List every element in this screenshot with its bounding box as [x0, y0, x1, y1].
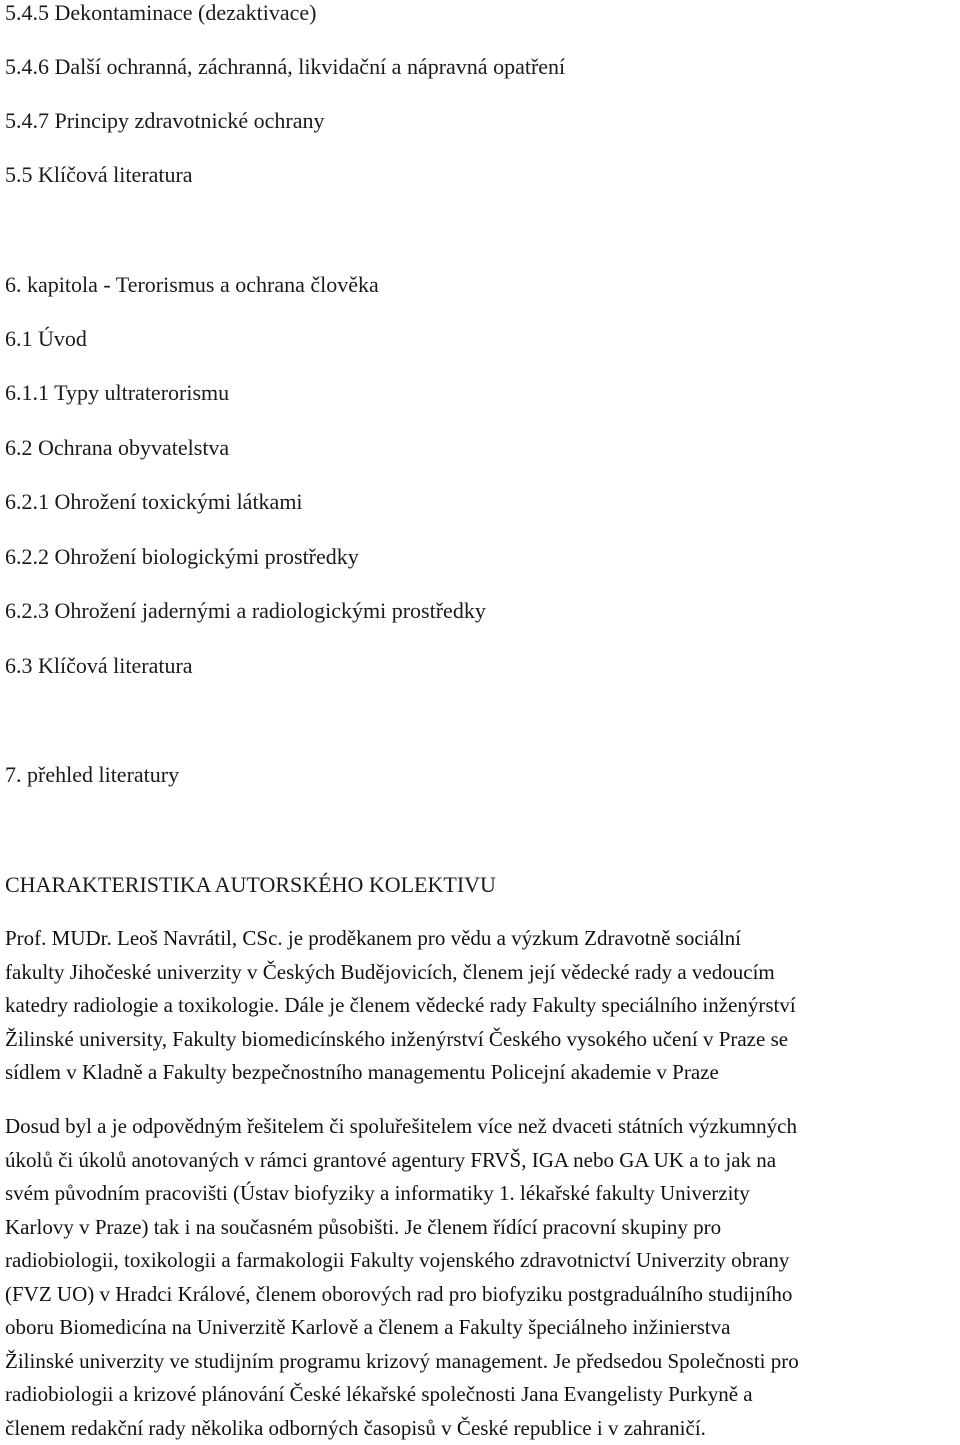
toc-item: 6.1 Úvod: [5, 326, 87, 352]
paragraph-line: Karlovy v Praze) tak i na současném působišti. Je členem řídící pracovní skupiny pro: [5, 1211, 960, 1245]
paragraph-line: fakulty Jihočeské univerzity v Českých Budějovicích, členem její vědecké rady a vedoucím: [5, 956, 960, 990]
toc-item: 5.5 Klíčová literatura: [5, 162, 193, 188]
paragraph-line: katedry radiologie a toxikologie. Dále je členem vědecké rady Fakulty speciálního inženýrství: [5, 989, 960, 1023]
paragraph-line: sídlem v Kladně a Fakulty bezpečnostního managementu Policejní akademie v Praze: [5, 1056, 960, 1090]
toc-item: 5.4.6 Další ochranná, záchranná, likvidační a nápravná opatření: [5, 54, 565, 80]
toc-item: 6.2.1 Ohrožení toxickými látkami: [5, 489, 303, 515]
paragraph-line: radiobiologii a krizové plánování České lékařské společnosti Jana Evangelisty Purkyně a: [5, 1378, 960, 1412]
paragraph-line: (FVZ UO) v Hradci Králové, členem oborových rad pro biofyziku postgraduálního studijního: [5, 1278, 960, 1312]
toc-item: 6.3 Klíčová literatura: [5, 653, 193, 679]
toc-item: 6.1.1 Typy ultraterorismu: [5, 380, 229, 406]
paragraph-line: oboru Biomedicína na Univerzitě Karlově a členem a Fakulty špeciálneho inžinierstva: [5, 1311, 960, 1345]
section-heading: CHARAKTERISTIKA AUTORSKÉHO KOLEKTIVU: [5, 872, 496, 898]
research-paragraph: [5, 1110, 960, 1445]
paragraph-line: úkolů či úkolů anotovaných v rámci grantové agentury FRVŠ, IGA nebo GA UK a to jak na: [5, 1144, 960, 1178]
paragraph-line: radiobiologii, toxikologii a farmakologii Fakulty vojenského zdravotnictví Univerzity obrany: [5, 1244, 960, 1278]
toc-item: 5.4.7 Principy zdravotnické ochrany: [5, 108, 325, 134]
paragraph-line: Žilinské univerzity ve studijním programu krizový management. Je předsedou Společnosti pro: [5, 1345, 960, 1379]
toc-item: 6.2.3 Ohrožení jadernými a radiologickými prostředky: [5, 598, 486, 624]
paragraph-line: Prof. MUDr. Leoš Navrátil, CSc. je proděkanem pro vědu a výzkum Zdravotně sociální: [5, 922, 960, 956]
author-paragraph: [5, 922, 960, 1090]
toc-item: 6.2 Ochrana obyvatelstva: [5, 435, 229, 461]
toc-item: 7. přehled literatury: [5, 762, 179, 788]
paragraph-line: členem redakční rady několika odborných časopisů v České republice i v zahraničí.: [5, 1412, 960, 1445]
toc-item: 6. kapitola - Terorismus a ochrana člověka: [5, 272, 379, 298]
paragraph-line: svém původním pracovišti (Ústav biofyziky a informatiky 1. lékařské fakulty Univerzity: [5, 1177, 960, 1211]
toc-item: 5.4.5 Dekontaminace (dezaktivace): [5, 0, 317, 26]
toc-item: 6.2.2 Ohrožení biologickými prostředky: [5, 544, 359, 570]
paragraph-line: Dosud byl a je odpovědným řešitelem či spoluřešitelem více než dvaceti státních výzkumných: [5, 1110, 960, 1144]
paragraph-line: Žilinské university, Fakulty biomedicínského inženýrství Českého vysokého učení v Praze se: [5, 1023, 960, 1057]
